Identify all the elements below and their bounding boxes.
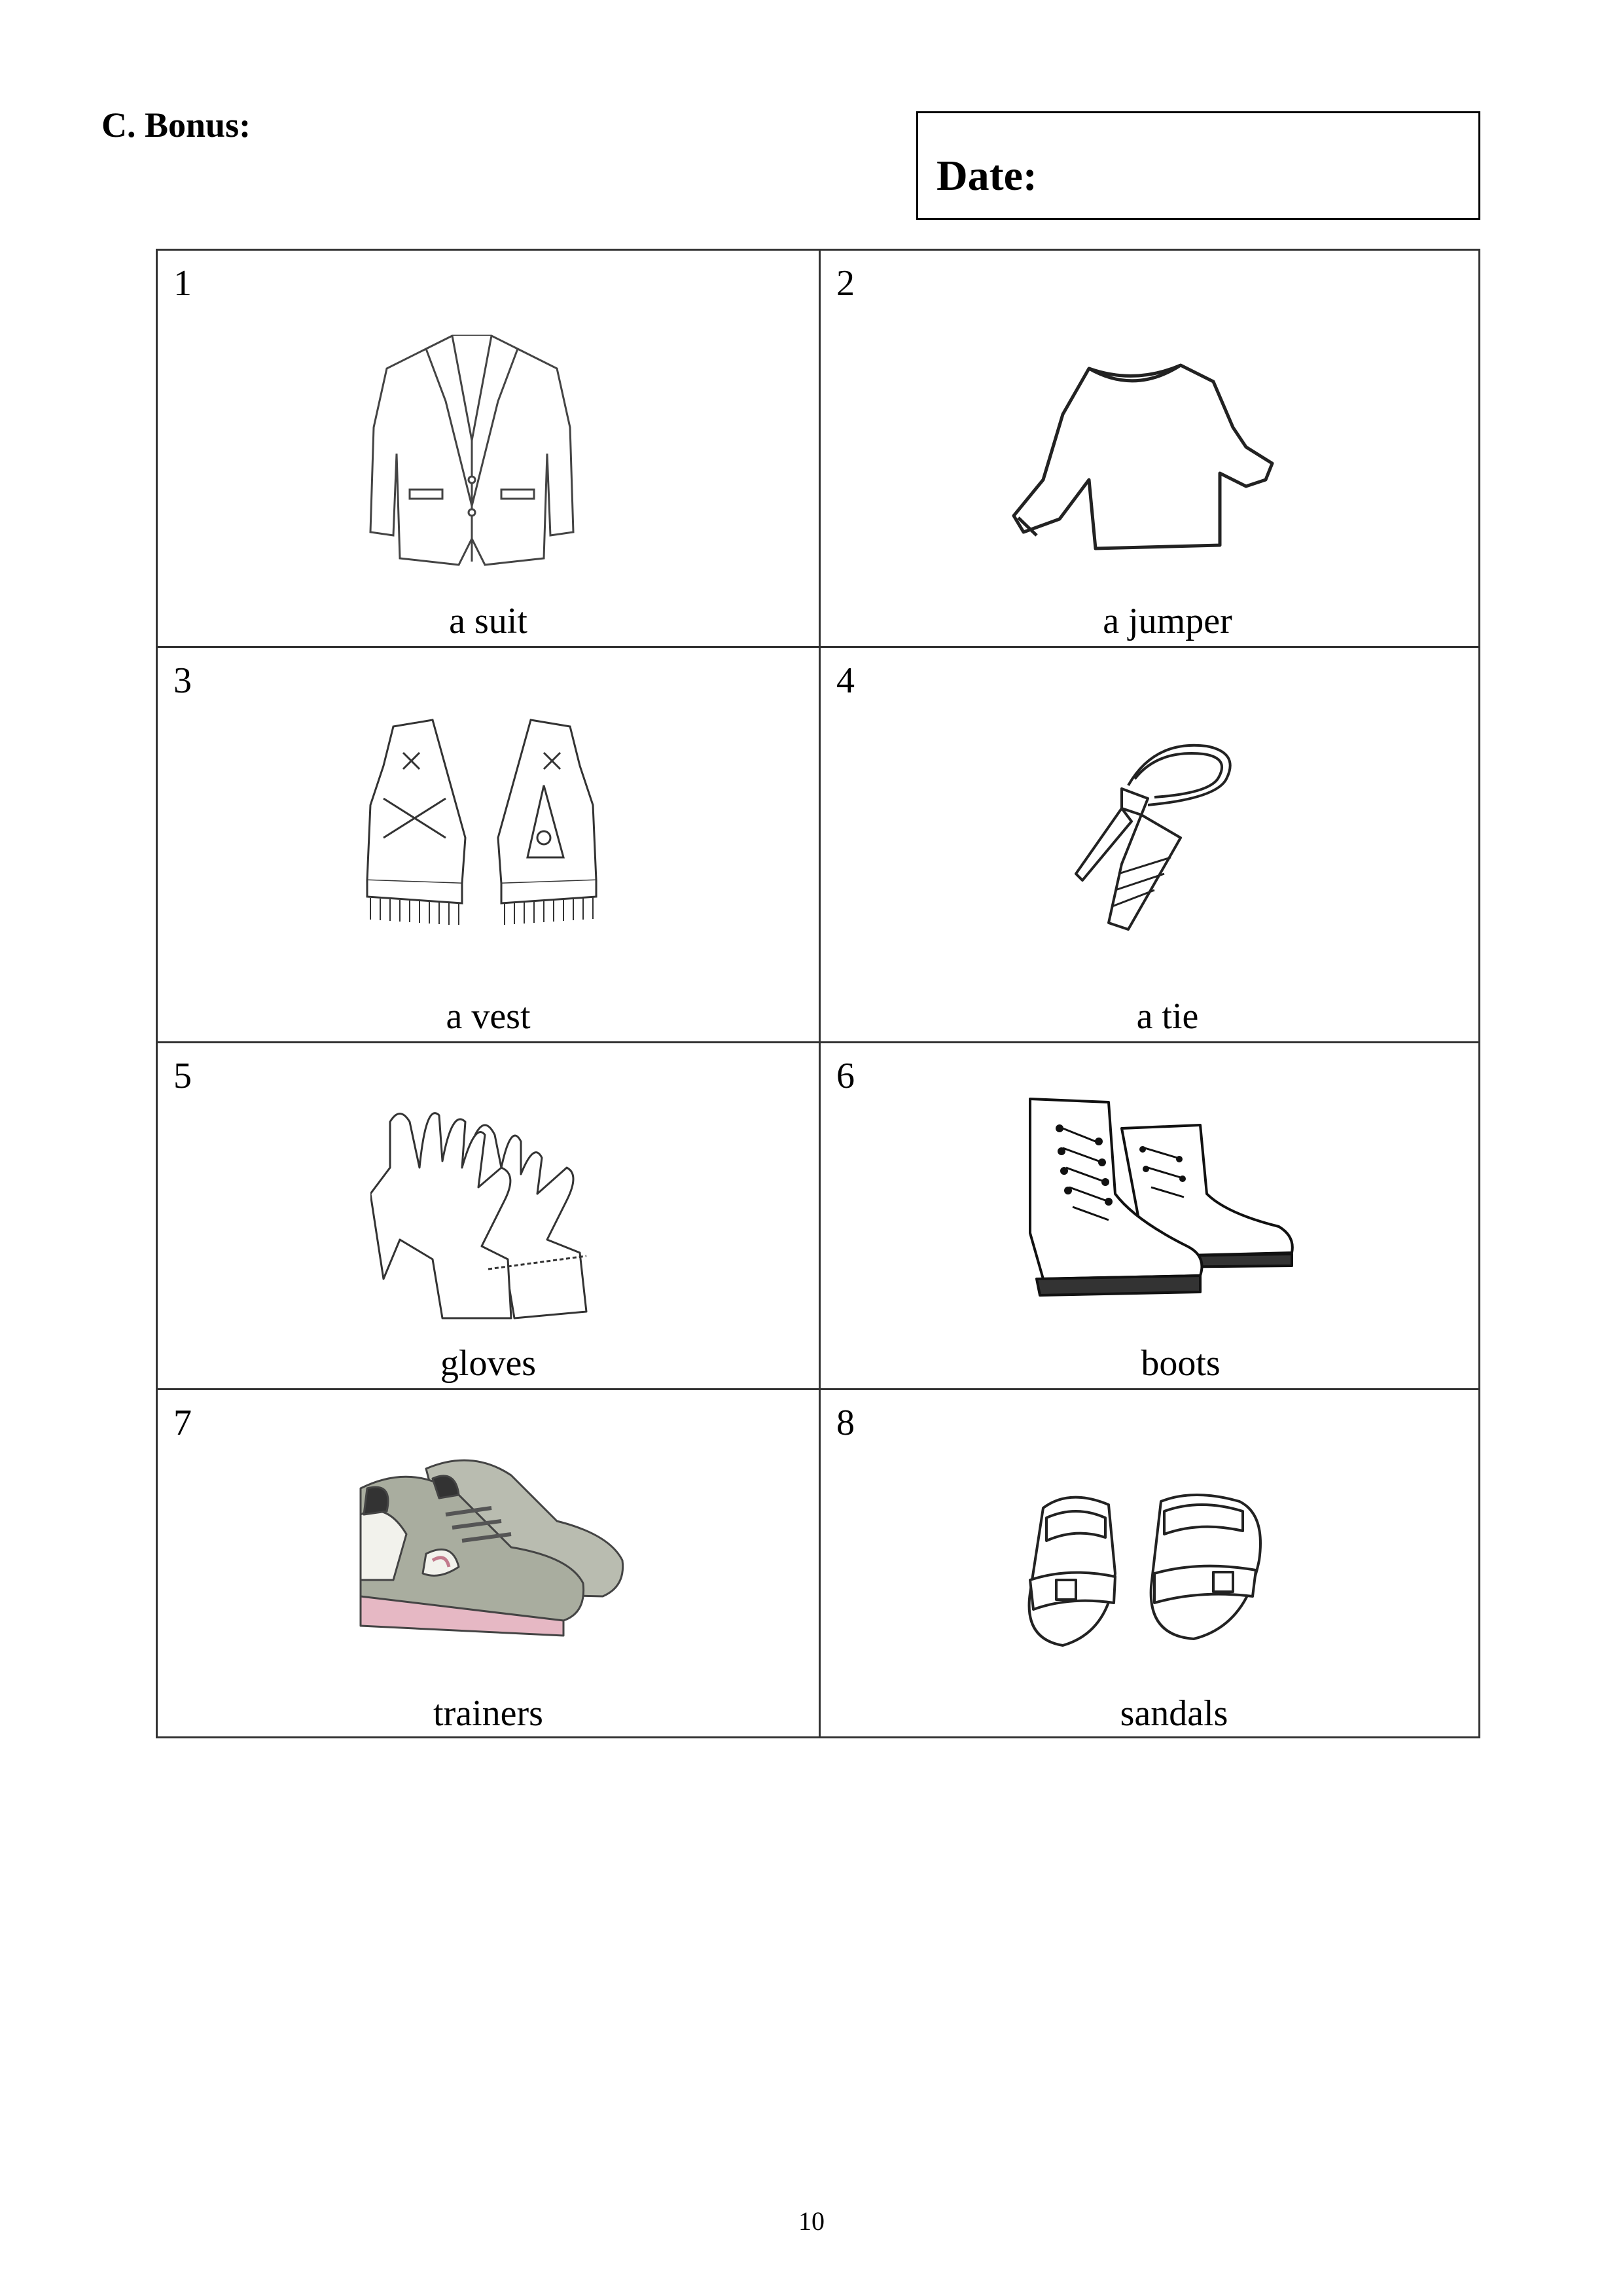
jumper-icon	[997, 349, 1298, 565]
cell-number: 5	[173, 1056, 192, 1096]
section-heading: C. Bonus:	[101, 105, 251, 145]
clothing-grid	[156, 249, 1480, 1738]
cell-number: 3	[173, 660, 192, 701]
trainers-icon	[348, 1449, 635, 1659]
vest-icon	[354, 707, 609, 929]
grid-cell-8	[821, 1390, 1480, 1738]
tie-icon	[1050, 733, 1246, 942]
cell-number: 4	[836, 660, 855, 701]
cell-caption: boots	[1141, 1343, 1221, 1384]
boots-icon	[1004, 1089, 1298, 1312]
grid-cell-7	[158, 1390, 819, 1738]
cell-caption: sandals	[1120, 1693, 1228, 1734]
cell-caption: a jumper	[1103, 601, 1232, 641]
date-box[interactable]	[916, 111, 1480, 220]
grid-cell-6	[821, 1043, 1480, 1388]
cell-caption: trainers	[433, 1693, 543, 1734]
grid-cell-5	[158, 1043, 819, 1388]
cell-number: 1	[173, 263, 192, 304]
cell-number: 7	[173, 1403, 192, 1443]
cell-caption: a suit	[449, 601, 527, 641]
cell-number: 8	[836, 1403, 855, 1443]
page-number: 10	[798, 2206, 825, 2236]
cell-number: 2	[836, 263, 855, 304]
cell-caption: gloves	[440, 1343, 537, 1384]
grid-cell-2	[821, 251, 1480, 646]
date-label: Date:	[936, 152, 1037, 200]
gloves-icon	[370, 1096, 593, 1338]
cell-caption: a vest	[446, 996, 531, 1037]
grid-cell-3	[158, 648, 819, 1041]
cell-number: 6	[836, 1056, 855, 1096]
sandals-icon	[1017, 1482, 1279, 1659]
grid-cell-1	[158, 251, 819, 646]
suit-jacket-icon	[354, 323, 590, 584]
cell-caption: a tie	[1136, 996, 1199, 1037]
grid-cell-4	[821, 648, 1480, 1041]
